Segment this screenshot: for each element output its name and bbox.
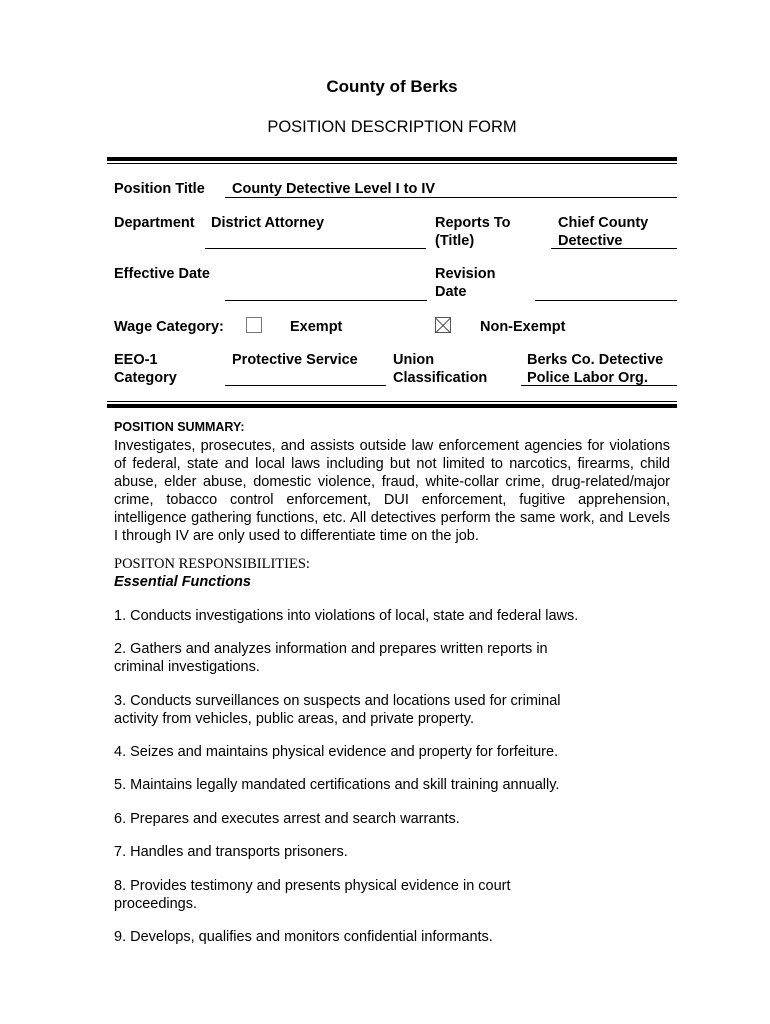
department-value[interactable]: District Attorney bbox=[211, 215, 325, 231]
eeo-label-line2: Category bbox=[114, 370, 177, 386]
bottom-thin-rule bbox=[107, 401, 677, 402]
duty-item: 9. Develops, qualifies and monitors confidential informants. bbox=[114, 929, 493, 945]
effective-date-field[interactable] bbox=[225, 300, 427, 301]
reports-to-label-line1: Reports To bbox=[435, 215, 511, 231]
reports-to-value-line2: Detective bbox=[558, 233, 623, 249]
revision-label-line1: Revision bbox=[435, 266, 496, 282]
wage-category-label: Wage Category: bbox=[114, 319, 224, 335]
duty-item: 7. Handles and transports prisoners. bbox=[114, 844, 348, 860]
non-exempt-checkbox[interactable] bbox=[435, 317, 451, 333]
exempt-checkbox[interactable] bbox=[246, 317, 262, 333]
eeo-category-value[interactable]: Protective Service bbox=[232, 352, 358, 368]
position-summary-text: Investigates, prosecutes, and assists outside law enforcement agencies for violations of federal, state and local laws including but not limited to narcotics, firearms, child abuse, elder abuse, domestic violence, fraud, white-collar crime, drug-related/major crime, tobacco control enforcement, DUI enforcement, fugitive apprehension, intelligence gathering functions, etc. All detectives perform the same work, and Levels I through IV are only used to differentiate time on the job. bbox=[114, 438, 670, 544]
bottom-thick-rule bbox=[107, 404, 677, 408]
union-classification-label bbox=[393, 351, 487, 387]
duty-item: 4. Seizes and maintains physical evidence and property for forfeiture. bbox=[114, 744, 559, 760]
form-title: POSITION DESCRIPTION FORM bbox=[267, 118, 517, 136]
top-thick-rule bbox=[107, 157, 677, 161]
responsibilities-heading: POSITON RESPONSIBILITIES: bbox=[114, 556, 310, 572]
position-title-label: Position Title bbox=[114, 181, 205, 197]
duty-item: 6. Prepares and executes arrest and search warrants. bbox=[114, 811, 460, 827]
reports-to-value-line1: Chief County bbox=[558, 215, 649, 231]
revision-date-label bbox=[435, 265, 495, 301]
reports-to-label-line2: (Title) bbox=[435, 233, 475, 249]
department-underline bbox=[205, 248, 426, 249]
duty-item: 2. Gathers and analyzes information and prepares written reports in criminal investigations. bbox=[114, 641, 548, 675]
effective-date-label: Effective Date bbox=[114, 266, 210, 282]
exempt-label: Exempt bbox=[290, 319, 343, 335]
position-title-value[interactable]: County Detective Level I to IV bbox=[232, 181, 436, 197]
duty-item: 8. Provides testimony and presents physical evidence in court proceedings. bbox=[114, 878, 511, 912]
essential-functions-heading: Essential Functions bbox=[114, 574, 251, 590]
union-label-line1: Union bbox=[393, 352, 435, 368]
position-title-underline bbox=[225, 197, 677, 198]
reports-to-label bbox=[435, 214, 510, 250]
union-value-line1: Berks Co. Detective bbox=[527, 352, 664, 368]
reports-to-underline bbox=[551, 248, 677, 249]
revision-date-field[interactable] bbox=[535, 300, 677, 301]
duty-item: 5. Maintains legally mandated certifications and skill training annually. bbox=[114, 777, 560, 793]
eeo-category-label bbox=[114, 351, 177, 387]
non-exempt-label: Non-Exempt bbox=[480, 319, 566, 335]
eeo-category-underline bbox=[225, 385, 386, 386]
eeo-label-line1: EEO-1 bbox=[114, 352, 158, 368]
union-value-line2: Police Labor Org. bbox=[527, 370, 648, 386]
department-label: Department bbox=[114, 215, 195, 231]
revision-label-line2: Date bbox=[435, 284, 467, 300]
county-title: County of Berks bbox=[326, 77, 458, 96]
position-summary-heading: POSITION SUMMARY: bbox=[114, 420, 245, 434]
reports-to-value[interactable] bbox=[558, 214, 648, 250]
union-underline bbox=[521, 385, 677, 386]
duty-item: 3. Conducts surveillances on suspects and locations used for criminal activity from vehicles, public areas, and private property. bbox=[114, 693, 561, 727]
union-label-line2: Classification bbox=[393, 370, 488, 386]
union-classification-value[interactable] bbox=[527, 351, 663, 387]
top-thin-rule bbox=[107, 163, 677, 164]
duty-item: 1. Conducts investigations into violations of local, state and federal laws. bbox=[114, 608, 579, 624]
